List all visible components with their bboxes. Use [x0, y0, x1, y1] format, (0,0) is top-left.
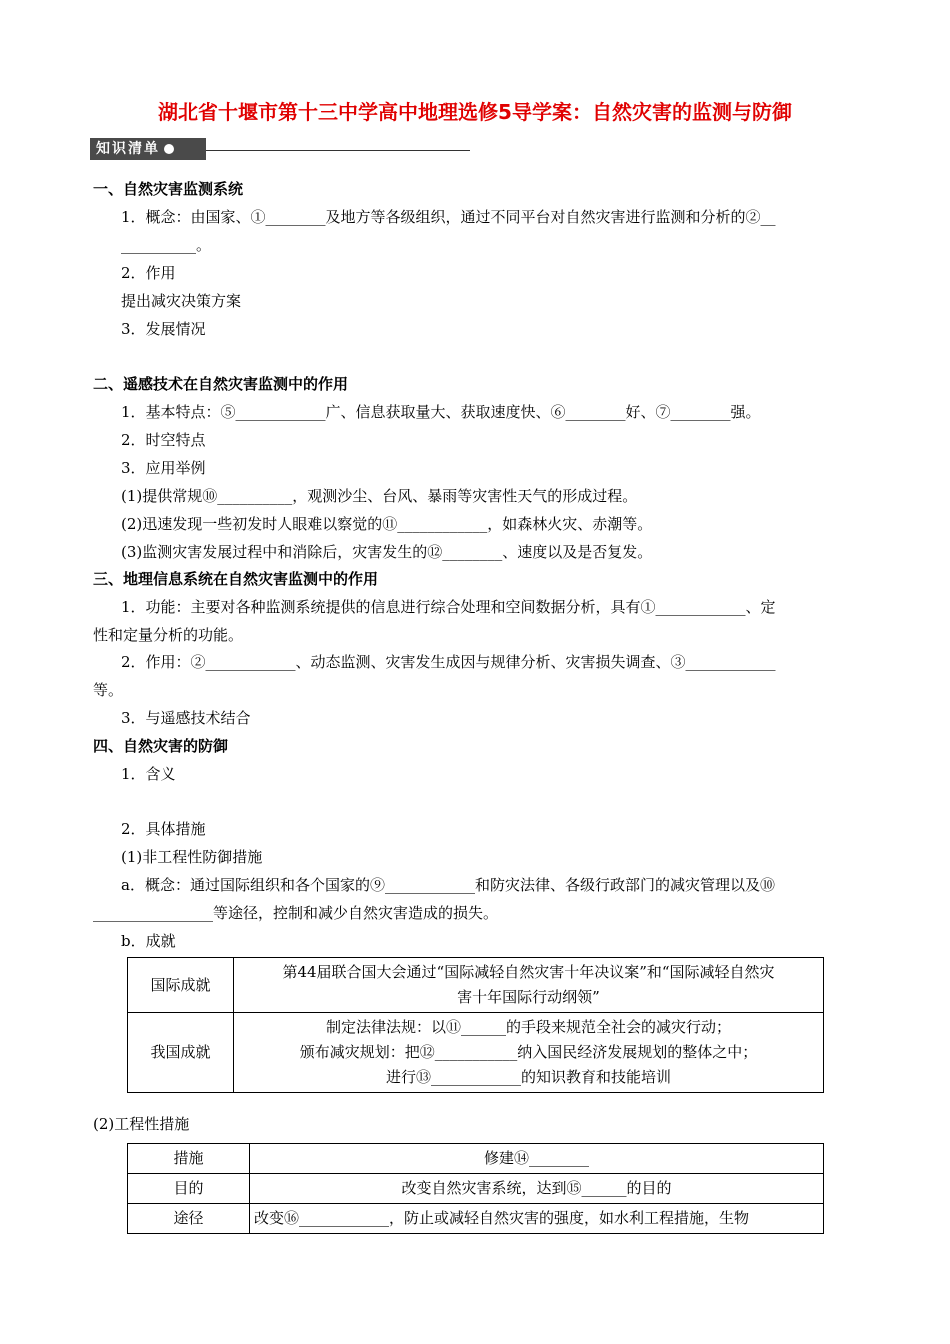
- cell-line: 第44届联合国大会通过“国际减轻自然灾害十年决议案”和“国际减轻自然灾: [282, 963, 775, 981]
- badge-dot-icon: [164, 144, 174, 154]
- table-cell: 改变自然灾害系统，达到⑮______的目的: [250, 1174, 824, 1204]
- table-cell-label: 我国成就: [128, 1013, 234, 1093]
- paragraph: a．概念：通过国际组织和各个国家的⑨____________和防灾法律、各级行政部门的减灾管理以及⑩: [121, 876, 775, 894]
- table-row: [128, 1144, 824, 1174]
- heading-4: 四、自然灾害的防御: [93, 737, 229, 755]
- paragraph: (1)提供常规⑩__________，观测沙尘、台风、暴雨等灾害性天气的形成过程。: [121, 487, 638, 505]
- table-row: [128, 1174, 824, 1204]
- table-row: [128, 958, 824, 1013]
- paragraph: 1．基本特点：⑤____________广、信息获取量大、获取速度快、⑥________好、⑦________强。: [121, 403, 761, 421]
- paragraph: 1．概念：由国家、①________及地方等各级组织，通过不同平台对自然灾害进行监测和分析的②__: [121, 208, 776, 226]
- paragraph: 2．作用: [121, 264, 176, 282]
- paragraph: (3)监测灾害发展过程中和消除后，灾害发生的⑫________、速度以及是否复发。: [121, 543, 653, 561]
- badge-rule: [206, 150, 470, 151]
- table-cell: 改变⑯____________，防止或减轻自然灾害的强度，如水利工程措施，生物: [250, 1204, 824, 1234]
- table-cell: [234, 958, 824, 1013]
- paragraph: 3．应用举例: [121, 459, 206, 477]
- table-row: [128, 1013, 824, 1093]
- paragraph: 2．时空特点: [121, 431, 206, 449]
- table-cell-label: 措施: [128, 1144, 250, 1174]
- cell-line: 颁布减灾规划：把⑫___________纳入国民经济发展规划的整体之中；: [299, 1043, 758, 1061]
- heading-3: 三、地理信息系统在自然灾害监测中的作用: [93, 570, 379, 588]
- paragraph: 2．作用：②____________、动态监测、灾害发生成因与规律分析、灾害损失调查、③____________: [121, 653, 776, 671]
- cell-line: 害十年国际行动纲领”: [457, 988, 600, 1006]
- paragraph: (2)迅速发现一些初发时人眼难以察觉的⑪____________，如森林火灾、赤潮等。: [121, 515, 653, 533]
- cell-line: 进行⑬____________的知识教育和技能培训: [385, 1068, 671, 1086]
- achievements-table: [127, 957, 824, 1093]
- engineering-table: [127, 1143, 824, 1234]
- paragraph: 1．含义: [121, 765, 176, 783]
- paragraph: b．成就: [121, 932, 176, 950]
- cell-line: 制定法律法规：以⑪______的手段来规范全社会的减灾行动；: [325, 1018, 731, 1036]
- table-cell-label: 目的: [128, 1174, 250, 1204]
- paragraph: ________________等途径，控制和减少自然灾害造成的损失。: [93, 904, 499, 922]
- heading-1: 一、自然灾害监测系统: [93, 180, 244, 198]
- paragraph: 3．与遥感技术结合: [121, 709, 251, 727]
- table-cell: 修建⑭________: [250, 1144, 824, 1174]
- paragraph: 提出减灾决策方案: [121, 292, 242, 310]
- paragraph: __________。: [121, 236, 212, 254]
- badge-label: 知识清单: [96, 141, 160, 157]
- document-title: 湖北省十堰市第十三中学高中地理选修5导学案：自然灾害的监测与防御: [158, 100, 792, 124]
- table-cell-label: 国际成就: [128, 958, 234, 1013]
- heading-2: 二、遥感技术在自然灾害监测中的作用: [93, 375, 349, 393]
- table-cell: [234, 1013, 824, 1093]
- paragraph: (2)工程性措施: [93, 1115, 190, 1133]
- table-cell-label: 途径: [128, 1204, 250, 1234]
- paragraph: 1．功能：主要对各种监测系统提供的信息进行综合处理和空间数据分析，具有①____________、定: [121, 598, 776, 616]
- paragraph: 性和定量分析的功能。: [93, 626, 244, 644]
- paragraph: 等。: [93, 681, 124, 699]
- table-row: [128, 1204, 824, 1234]
- paragraph: (1)非工程性防御措施: [121, 848, 263, 866]
- paragraph: 2．具体措施: [121, 820, 206, 838]
- section-badge: [90, 138, 206, 160]
- paragraph: 3．发展情况: [121, 320, 206, 338]
